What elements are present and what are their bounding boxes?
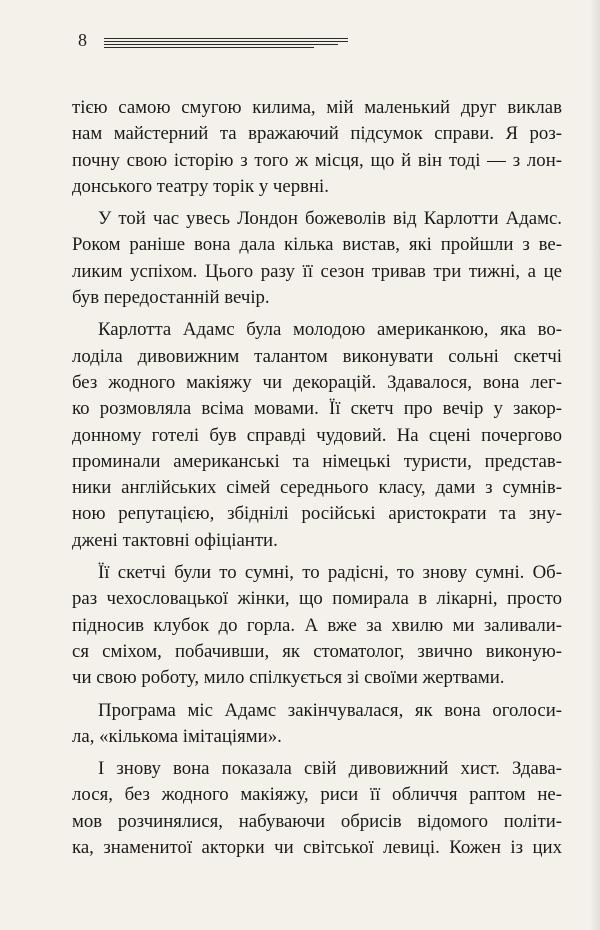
paragraph <box>72 560 562 691</box>
text-line: ка, знаменитої акторки чи світської левиці. Кожен із цих <box>72 837 562 859</box>
text-line: Її скетчі були то сумні, то радісні, то знову сумні. Об- <box>98 562 562 584</box>
text-line: лося, без жодного макіяжу, риси її обличчя раптом не- <box>72 784 562 806</box>
header-rule <box>104 44 338 45</box>
text-line: донному готелі був справді чудовий. На сцені почергово <box>72 424 562 446</box>
text-line: почну свою історію з того ж місця, що й він тоді — з лон- <box>72 149 562 171</box>
text-line: мов розчинялися, набуваючи обрисів відомого політи- <box>72 810 562 832</box>
header-rule <box>104 41 348 42</box>
body-text <box>72 95 562 861</box>
page-edge-shadow <box>590 0 600 930</box>
text-line: нам майстерний та вражаючий підсумок справи. Я роз- <box>72 123 562 145</box>
running-header <box>78 30 358 50</box>
text-line: ною репутацією, збіднілі російські аристократи та зну- <box>72 503 562 525</box>
text-line: лоділа дивовижним талантом виконувати сольні скетчі <box>72 345 562 367</box>
text-line: донського театру торік у червні. <box>72 175 329 197</box>
text-line: Карлотта Адамс була молодою американкою, яка во- <box>98 319 562 341</box>
text-line: джені тактовні офіціанти. <box>72 529 278 551</box>
text-line: був передостанній вечір. <box>72 287 270 309</box>
paragraph <box>72 317 562 554</box>
text-line: Програма міс Адамс закінчувалася, як вона оголоси- <box>98 699 562 721</box>
text-line: Роком раніше вона дала кілька вистав, які пройшли з ве- <box>72 234 562 256</box>
text-line: тією самою смугою килима, мій маленький друг виклав <box>72 97 562 118</box>
text-line: ся сміхом, побачивши, як стоматолог, звично виконую- <box>72 640 562 662</box>
header-rule <box>104 47 314 48</box>
paragraph <box>72 206 562 311</box>
text-line: У той час увесь Лондон божеволів від Карлотти Адамс. <box>98 208 562 230</box>
paragraph <box>72 756 562 861</box>
text-line: чи свою роботу, мило спілкується зі своїми жертвами. <box>72 667 505 689</box>
text-line: ла, «кількома імітаціями». <box>72 725 282 747</box>
page-number: 8 <box>78 30 87 50</box>
text-line: ники англійських сімей середнього класу, дами з сумнів- <box>72 477 562 499</box>
header-rule <box>104 38 348 39</box>
paragraph <box>72 698 562 751</box>
text-line: без жодного макіяжу чи декорацій. Здавалося, вона лег- <box>72 371 562 393</box>
text-line: І знову вона показала свій дивовижний хист. Здава- <box>98 758 562 780</box>
text-line: раз чехословацької жінки, що помирала в лікарні, просто <box>72 588 562 610</box>
paragraph <box>72 95 562 200</box>
text-line: проминали американські та німецькі туристи, представ- <box>72 450 562 472</box>
text-line: підносив клубок до горла. А вже за хвилю ми заливали- <box>72 614 562 636</box>
text-line: ко розмовляла всіма мовами. Її скетч про вечір у закор- <box>72 398 562 420</box>
text-line: ликим успіхом. Цього разу її сезон тривав три тижні, а це <box>72 260 562 282</box>
